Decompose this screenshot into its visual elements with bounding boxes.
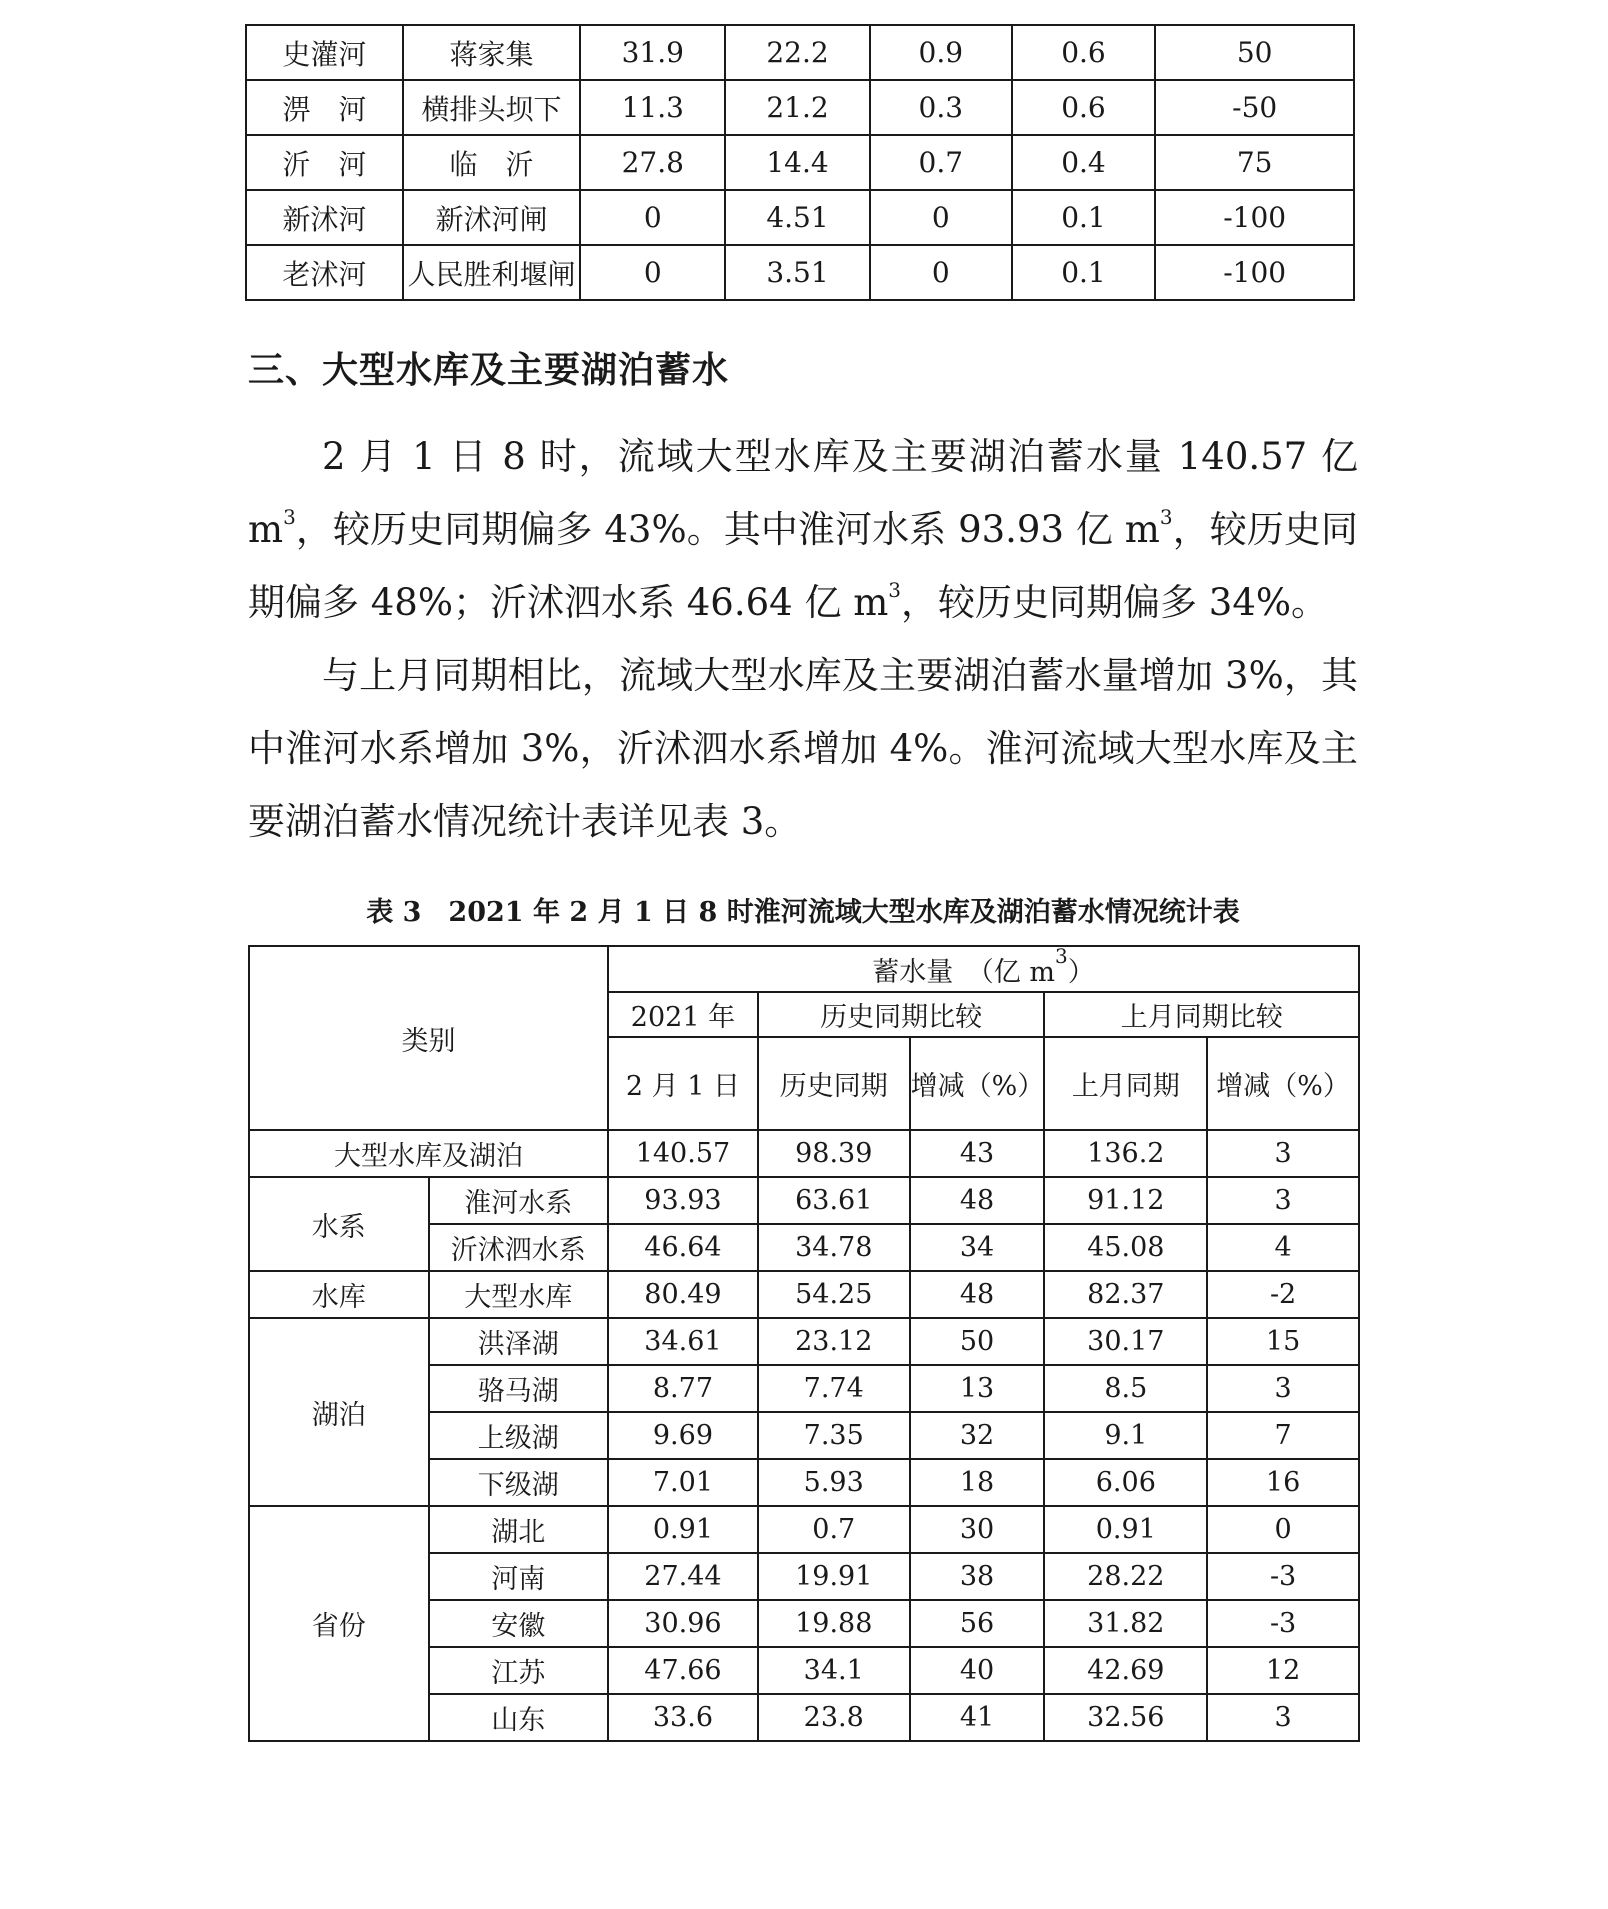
header-change-2: 增减（%） bbox=[1207, 1037, 1359, 1130]
table-cell: 12 bbox=[1207, 1647, 1359, 1694]
table-cell: 22.2 bbox=[725, 25, 870, 80]
table-cell: 27.8 bbox=[580, 135, 725, 190]
text-run: ，较历史同期偏多 34%。 bbox=[901, 581, 1329, 624]
table-cell: 0.7 bbox=[870, 135, 1012, 190]
table-cell: 0.1 bbox=[1012, 190, 1156, 245]
header-row bbox=[249, 946, 1359, 992]
table-cell: 19.88 bbox=[758, 1600, 910, 1647]
table-cell: 34.61 bbox=[608, 1318, 758, 1365]
table-cell: 47.66 bbox=[608, 1647, 758, 1694]
table-cell: 38 bbox=[910, 1553, 1045, 1600]
table-cell: 14.4 bbox=[725, 135, 870, 190]
row-label: 上级湖 bbox=[429, 1412, 609, 1459]
table-cell: -50 bbox=[1155, 80, 1354, 135]
table-cell: 16 bbox=[1207, 1459, 1359, 1506]
table-cell: 32.56 bbox=[1044, 1694, 1207, 1741]
station-name: 蒋家集 bbox=[403, 25, 581, 80]
table-cell: 27.44 bbox=[608, 1553, 758, 1600]
header-storage-label: 蓄水量 （亿 m bbox=[872, 956, 1055, 988]
table-cell: 140.57 bbox=[608, 1130, 758, 1177]
table-cell: 80.49 bbox=[608, 1271, 758, 1318]
table-cell: 63.61 bbox=[758, 1177, 910, 1224]
group-label: 水库 bbox=[249, 1271, 429, 1318]
table-cell: 91.12 bbox=[1044, 1177, 1207, 1224]
table-cell: 0.7 bbox=[758, 1506, 910, 1553]
table-cell: 0.1 bbox=[1012, 245, 1156, 300]
table-cell: 0.91 bbox=[1044, 1506, 1207, 1553]
table-cell: -3 bbox=[1207, 1553, 1359, 1600]
table-cell: 4 bbox=[1207, 1224, 1359, 1271]
table-cell: 0.6 bbox=[1012, 25, 1156, 80]
row-label: 山东 bbox=[429, 1694, 609, 1741]
header-hist: 历史同期 bbox=[758, 1037, 910, 1130]
table-cell: 46.64 bbox=[608, 1224, 758, 1271]
table-cell: 30 bbox=[910, 1506, 1045, 1553]
table-cell: 93.93 bbox=[608, 1177, 758, 1224]
table-cell: 6.06 bbox=[1044, 1459, 1207, 1506]
table-cell: 8.5 bbox=[1044, 1365, 1207, 1412]
row-label: 洪泽湖 bbox=[429, 1318, 609, 1365]
table-cell: 42.69 bbox=[1044, 1647, 1207, 1694]
superscript: 3 bbox=[1054, 943, 1068, 968]
table-cell: 32 bbox=[910, 1412, 1045, 1459]
river-flow-table bbox=[245, 24, 1355, 301]
table-cell: 0 bbox=[580, 190, 725, 245]
text-run: 2 月 1 日 8 时，流域大型水库及主要湖泊蓄水量 140.57 亿 m bbox=[248, 435, 1358, 551]
river-name: 老沭河 bbox=[246, 245, 403, 300]
row-label: 江苏 bbox=[429, 1647, 609, 1694]
row-label: 大型水库 bbox=[429, 1271, 609, 1318]
table-cell: 0 bbox=[1207, 1506, 1359, 1553]
superscript: 3 bbox=[283, 505, 296, 529]
storage-stats-table bbox=[248, 945, 1360, 1742]
table-cell: 9.69 bbox=[608, 1412, 758, 1459]
table-cell: 3.51 bbox=[725, 245, 870, 300]
paragraph-month-comparison: 与上月同期相比，流域大型水库及主要湖泊蓄水量增加 3%，其中淮河水系增加 3%，沂沭泗水系增加 4%。淮河流域大型水库及主要湖泊蓄水情况统计表详见表 3。 bbox=[248, 654, 1358, 843]
table-row bbox=[246, 80, 1354, 135]
table-cell: 34 bbox=[910, 1224, 1045, 1271]
table-cell: 50 bbox=[1155, 25, 1354, 80]
row-label: 骆马湖 bbox=[429, 1365, 609, 1412]
table-cell: 48 bbox=[910, 1177, 1045, 1224]
table-cell: 31.82 bbox=[1044, 1600, 1207, 1647]
station-name: 新沭河闸 bbox=[403, 190, 581, 245]
row-label: 下级湖 bbox=[429, 1459, 609, 1506]
table-cell: 11.3 bbox=[580, 80, 725, 135]
table-cell: 3 bbox=[1207, 1365, 1359, 1412]
header-hist-compare: 历史同期比较 bbox=[758, 992, 1045, 1037]
table-cell: 45.08 bbox=[1044, 1224, 1207, 1271]
table-cell: 48 bbox=[910, 1271, 1045, 1318]
table-cell: 43 bbox=[910, 1130, 1045, 1177]
station-name: 人民胜利堰闸 bbox=[403, 245, 581, 300]
river-name: 新沭河 bbox=[246, 190, 403, 245]
station-name: 临 沂 bbox=[403, 135, 581, 190]
table-cell: 0.6 bbox=[1012, 80, 1156, 135]
table-cell: 3 bbox=[1207, 1694, 1359, 1741]
river-name: 沂 河 bbox=[246, 135, 403, 190]
table-cell: 23.8 bbox=[758, 1694, 910, 1741]
group-label: 水系 bbox=[249, 1177, 429, 1271]
group-label: 湖泊 bbox=[249, 1318, 429, 1506]
header-storage-end: ） bbox=[1067, 956, 1095, 988]
table-cell: 0 bbox=[870, 245, 1012, 300]
row-label: 湖北 bbox=[429, 1506, 609, 1553]
table-cell: 33.6 bbox=[608, 1694, 758, 1741]
table-cell: -100 bbox=[1155, 245, 1354, 300]
table-cell: 0.4 bbox=[1012, 135, 1156, 190]
table-cell: 8.77 bbox=[608, 1365, 758, 1412]
superscript: 3 bbox=[888, 578, 902, 602]
table-row bbox=[249, 1177, 1359, 1224]
table-row bbox=[249, 1271, 1359, 1318]
header-change: 增减（%） bbox=[910, 1037, 1045, 1130]
header-storage bbox=[608, 943, 1359, 992]
table-row bbox=[246, 135, 1354, 190]
row-label: 大型水库及湖泊 bbox=[249, 1130, 608, 1177]
table-cell: 98.39 bbox=[758, 1130, 910, 1177]
table-cell: 0.91 bbox=[608, 1506, 758, 1553]
row-label: 沂沭泗水系 bbox=[429, 1224, 609, 1271]
table-cell: 19.91 bbox=[758, 1553, 910, 1600]
header-last-month: 上月同期 bbox=[1044, 1037, 1207, 1130]
table-cell: 0.3 bbox=[870, 80, 1012, 135]
table-cell: 0.9 bbox=[870, 25, 1012, 80]
table-row bbox=[246, 25, 1354, 80]
table-cell: 30.17 bbox=[1044, 1318, 1207, 1365]
table-cell: 5.93 bbox=[758, 1459, 910, 1506]
table-cell: 7.74 bbox=[758, 1365, 910, 1412]
table-cell: 7 bbox=[1207, 1412, 1359, 1459]
section-heading: 三、大型水库及主要湖泊蓄水 bbox=[248, 350, 730, 391]
header-year: 2021 年 bbox=[608, 992, 758, 1037]
row-label: 河南 bbox=[429, 1553, 609, 1600]
text-run: ，较历史同期偏多 43%。其中淮河水系 93.93 亿 m bbox=[295, 508, 1160, 551]
table-row bbox=[249, 1506, 1359, 1553]
table-cell: 136.2 bbox=[1044, 1130, 1207, 1177]
row-label: 安徽 bbox=[429, 1600, 609, 1647]
table-cell: 30.96 bbox=[608, 1600, 758, 1647]
group-label: 省份 bbox=[249, 1506, 429, 1741]
table-cell: -2 bbox=[1207, 1271, 1359, 1318]
river-name: 淠 河 bbox=[246, 80, 403, 135]
station-name: 横排头坝下 bbox=[403, 80, 581, 135]
table-cell: 75 bbox=[1155, 135, 1354, 190]
table-cell: 23.12 bbox=[758, 1318, 910, 1365]
table-cell: 3 bbox=[1207, 1177, 1359, 1224]
table-cell: 0 bbox=[580, 245, 725, 300]
table-row bbox=[246, 190, 1354, 245]
text-run: ，较历史同期偏多 48%；沂沭泗水系 46.64 亿 m bbox=[248, 508, 1359, 624]
table-row bbox=[249, 1130, 1359, 1177]
table-row bbox=[249, 1318, 1359, 1365]
table-cell: 9.1 bbox=[1044, 1412, 1207, 1459]
table-cell: 41 bbox=[910, 1694, 1045, 1741]
header-date: 2 月 1 日 bbox=[608, 1037, 758, 1130]
table-cell: 82.37 bbox=[1044, 1271, 1207, 1318]
table-cell: 54.25 bbox=[758, 1271, 910, 1318]
table-cell: -100 bbox=[1155, 190, 1354, 245]
table-cell: 18 bbox=[910, 1459, 1045, 1506]
row-label: 淮河水系 bbox=[429, 1177, 609, 1224]
table-cell: 34.1 bbox=[758, 1647, 910, 1694]
table-cell: 28.22 bbox=[1044, 1553, 1207, 1600]
table-cell: -3 bbox=[1207, 1600, 1359, 1647]
superscript: 3 bbox=[1159, 505, 1173, 529]
table-cell: 15 bbox=[1207, 1318, 1359, 1365]
table-cell: 21.2 bbox=[725, 80, 870, 135]
paragraph-storage-summary bbox=[248, 420, 1358, 639]
table-cell: 31.9 bbox=[580, 25, 725, 80]
table-cell: 4.51 bbox=[725, 190, 870, 245]
table-cell: 7.35 bbox=[758, 1412, 910, 1459]
table-cell: 13 bbox=[910, 1365, 1045, 1412]
table-cell: 56 bbox=[910, 1600, 1045, 1647]
table-row bbox=[246, 245, 1354, 300]
table-cell: 7.01 bbox=[608, 1459, 758, 1506]
table-caption: 表 3 2021 年 2 月 1 日 8 时淮河流域大型水库及湖泊蓄水情况统计表 bbox=[366, 897, 1240, 928]
table-cell: 3 bbox=[1207, 1130, 1359, 1177]
table-cell: 0 bbox=[870, 190, 1012, 245]
table-cell: 50 bbox=[910, 1318, 1045, 1365]
table-cell: 34.78 bbox=[758, 1224, 910, 1271]
river-name: 史灌河 bbox=[246, 25, 403, 80]
header-month-compare: 上月同期比较 bbox=[1044, 992, 1359, 1037]
table-cell: 40 bbox=[910, 1647, 1045, 1694]
header-category: 类别 bbox=[249, 946, 608, 1130]
